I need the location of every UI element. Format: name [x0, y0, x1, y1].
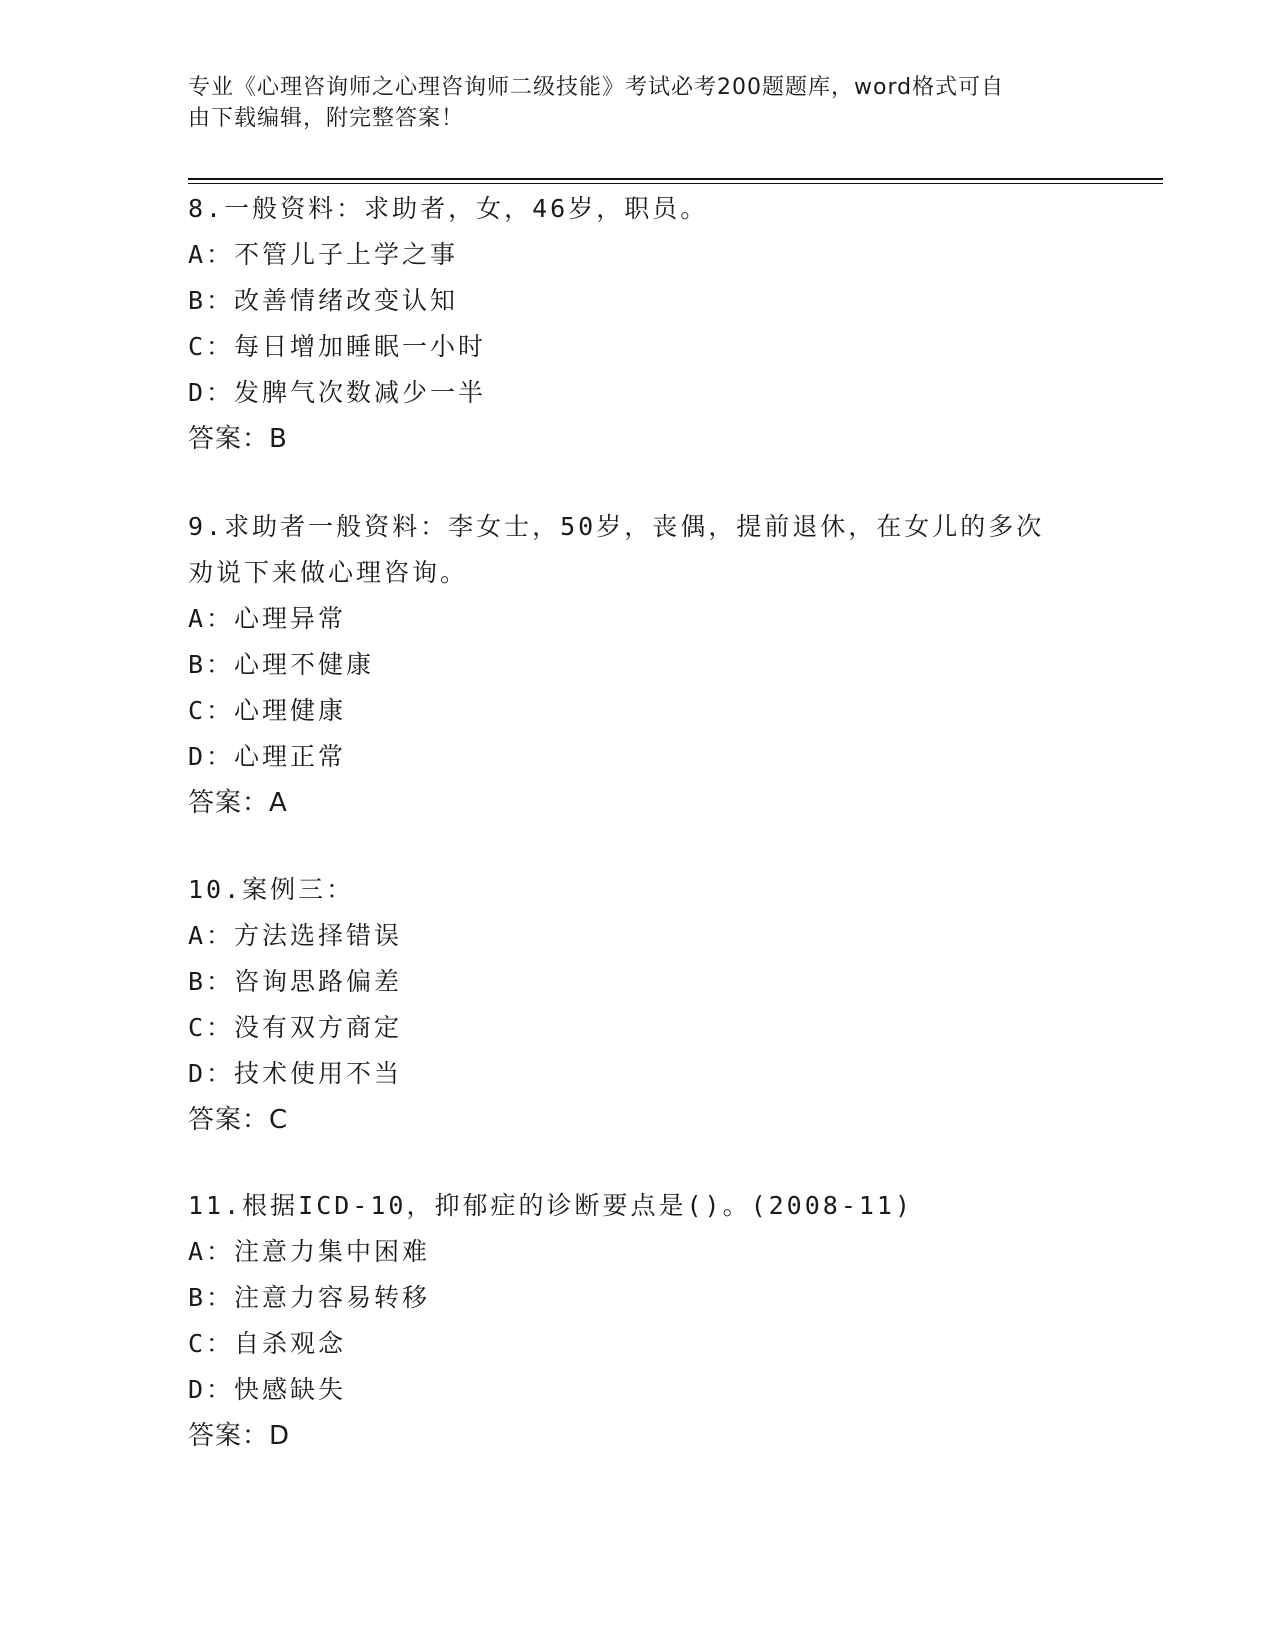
option-b: B：注意力容易转移 [188, 1283, 431, 1312]
question-stem-line-2: 劝说下来做心理咨询。 [188, 558, 469, 587]
header-line-1: 专业《心理咨询师之心理咨询师二级技能》考试必考200题题库，word格式可自 [188, 75, 1005, 100]
answer-label: 答案：C [188, 1105, 289, 1135]
option-d: D：技术使用不当 [188, 1059, 403, 1088]
option-c: C：自杀观念 [188, 1329, 347, 1358]
header-line-2: 由下载编辑，附完整答案！ [188, 106, 465, 131]
question-10 [188, 867, 1088, 1143]
option-a: A：方法选择错误 [188, 921, 403, 950]
option-d: D：发脾气次数减少一半 [188, 378, 487, 407]
question-stem: 8.一般资料：求助者，女，46岁，职员。 [188, 194, 709, 223]
header-divider-thick [188, 178, 1163, 180]
question-8 [188, 186, 1088, 462]
answer-label: 答案：B [188, 424, 288, 454]
option-c: C：没有双方商定 [188, 1013, 403, 1042]
question-stem: 10.案例三： [188, 875, 355, 904]
option-b: B：咨询思路偏差 [188, 967, 403, 996]
answer-label: 答案：D [188, 1421, 291, 1451]
header-divider-thin [188, 183, 1163, 184]
option-c: C：心理健康 [188, 696, 347, 725]
option-c: C：每日增加睡眠一小时 [188, 332, 487, 361]
option-a: A：不管儿子上学之事 [188, 240, 459, 269]
option-d: D：心理正常 [188, 742, 347, 771]
question-11 [188, 1183, 1088, 1459]
question-stem-line-1: 9.求助者一般资料：李女士，50岁，丧偶，提前退休，在女儿的多次 [188, 512, 1045, 541]
option-b: B：改善情绪改变认知 [188, 286, 459, 315]
question-stem: 11.根据ICD-10，抑郁症的诊断要点是()。(2008-11) [188, 1191, 914, 1220]
question-9 [188, 504, 1088, 826]
option-a: A：注意力集中困难 [188, 1237, 431, 1266]
option-b: B：心理不健康 [188, 650, 375, 679]
option-a: A：心理异常 [188, 604, 347, 633]
document-header [188, 72, 1068, 134]
answer-label: 答案：A [188, 788, 288, 818]
option-d: D：快感缺失 [188, 1375, 347, 1404]
